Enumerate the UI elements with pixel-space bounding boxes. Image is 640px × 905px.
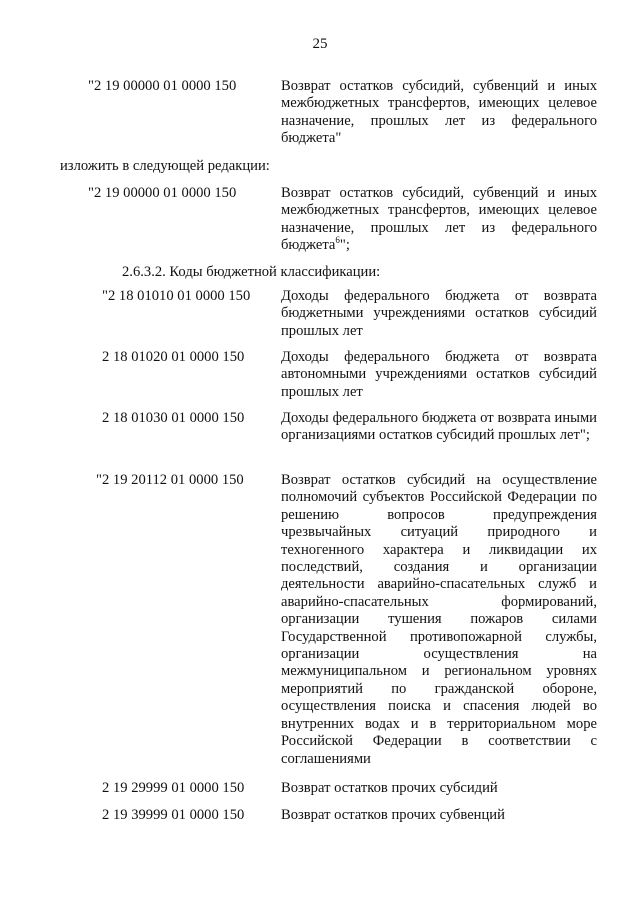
budget-code: "2 19 00000 01 0000 150 bbox=[88, 185, 237, 201]
section-heading: 2.6.3.2. Коды бюджетной классификации: bbox=[122, 264, 381, 280]
budget-code: "2 18 01010 01 0000 150 bbox=[102, 288, 251, 304]
budget-code-description: Доходы федерального бюджета от возврата автономными учреждениями остатков субсидий прошлых лет bbox=[281, 349, 597, 400]
budget-code: 2 18 01020 01 0000 150 bbox=[102, 349, 245, 365]
budget-code: 2 18 01030 01 0000 150 bbox=[102, 410, 245, 426]
budget-code-description: Доходы федерального бюджета от возврата иными организациями остатков субсидий прошлых лет"; bbox=[281, 410, 597, 444]
budget-code: 2 19 29999 01 0000 150 bbox=[102, 780, 245, 796]
budget-code-description: Возврат остатков прочих субсидий bbox=[281, 780, 498, 796]
page-number: 25 bbox=[312, 36, 328, 52]
budget-code-description: Возврат остатков субсидий на осуществление полномочий субъектов Российской Федерации по решению вопросов предупреждения чрезвычайных ситуаций природного и техногенного характера и ликвидации их последствий, создания и организации деятельности аварийно-спасательных служб и аварийно-спасательных формирований, организации тушения пожаров силами Государственной противопожарной службы, организации осуществления на межмуниципальном и региональном уровнях мероприятий по гражданской обороне, осуществления поиска и спасения людей во внутренних водах и в территориальном море Российской Федерации в соответствии с соглашениями bbox=[281, 472, 597, 767]
footnote-marker: 6 bbox=[335, 235, 340, 246]
budget-code: "2 19 00000 01 0000 150 bbox=[88, 78, 237, 94]
budget-code-description bbox=[281, 185, 597, 255]
budget-code-description: Возврат остатков субсидий, субвенций и иных межбюджетных трансфертов, имеющих целевое назначение, прошлых лет из федерального бюджета" bbox=[281, 78, 597, 147]
budget-code-description: Доходы федерального бюджета от возврата бюджетными учреждениями остатков субсидий прошлых лет bbox=[281, 288, 597, 339]
instruction-text: изложить в следующей редакции: bbox=[60, 158, 270, 174]
budget-code: "2 19 20112 01 0000 150 bbox=[96, 472, 244, 488]
budget-code-description: Возврат остатков прочих субвенций bbox=[281, 807, 505, 823]
description-text: Возврат остатков субсидий, субвенций и иных межбюджетных трансфертов, имеющих целевое назначение, прошлых лет из федерального бюджета bbox=[281, 185, 597, 254]
budget-code: 2 19 39999 01 0000 150 bbox=[102, 807, 245, 823]
closing-quote: "; bbox=[339, 237, 350, 254]
